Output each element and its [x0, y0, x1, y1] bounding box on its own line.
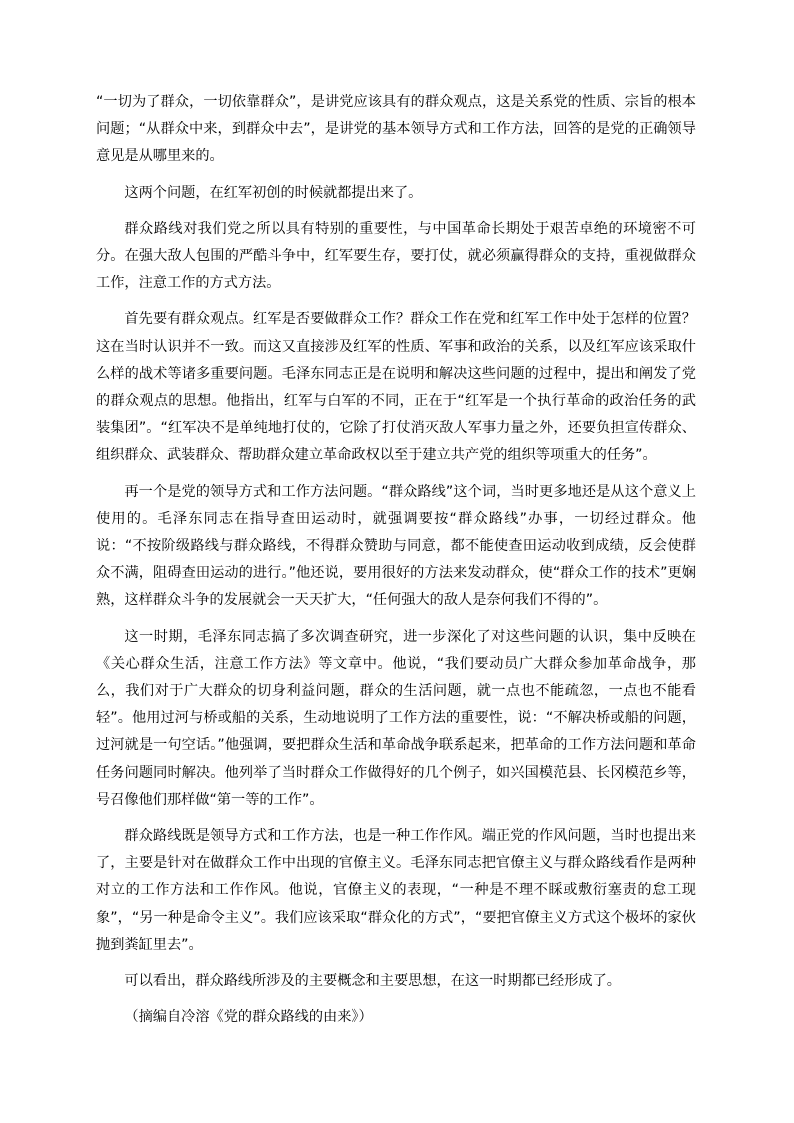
paragraph-3: 群众路线对我们党之所以具有特别的重要性，与中国革命长期处于艰苦卓绝的环境密不可分。在强大敌人包围的严酷斗争中，红军要生存，要打仗，就必须赢得群众的支持，重视做群众工作，注意工作的方式方法。 [96, 220, 696, 292]
paragraph-8: 可以看出，群众路线所涉及的主要概念和主要思想，在这一时期都已经形成了。 [124, 973, 621, 990]
article-body [96, 89, 696, 1041]
paragraph-7: 群众路线既是领导方式和工作方法，也是一种工作作风。端正党的作风问题，当时也提出来了，主要是针对在做群众工作中出现的官僚主义。毛泽东同志把官僚主义与群众路线看作是两种对立的工作方法和工作作风。他说，官僚主义的表现，“一种是不理不睬或敷衍塞责的怠工现象”，“另一种是命令主义”。我们应该采取“群众化的方式”，“要把官僚主义方式这个极坏的家伙抛到粪缸里去”。 [96, 828, 696, 953]
paragraph-1: “一切为了群众，一切依靠群众”，是讲党应该具有的群众观点，这是关系党的性质、宗旨的根本问题；“从群众中来，到群众中去”，是讲党的基本领导方式和工作方法，回答的是党的正确领导意见是从哪里来的。 [96, 94, 696, 165]
paragraph-4: 首先要有群众观点。红军是否要做群众工作？群众工作在党和红军工作中处于怎样的位置？这在当时认识并不一致。而这又直接涉及红军的性质、军事和政治的关系，以及红军应该采取什么样的战术等诸多重要问题。毛泽东同志正是在说明和解决这些问题的过程中，提出和阐发了党的群众观点的思想。他指出，红军与白军的不同，正在于“红军是一个执行革命的政治任务的武装集团”。“红军决不是单纯地打仗的，它除了打仗消灭敌人军事力量之外，还要负担宣传群众、组织群众、武装群众、帮助群众建立革命政权以至于建立共产党的组织等项重大的任务”。 [96, 311, 696, 464]
paragraph-6: 这一时期，毛泽东同志搞了多次调查研究，进一步深化了对这些问题的认识，集中反映在《关心群众生活，注意工作方法》等文章中。他说，“我们要动员广大群众参加革命战争，那么，我们对于广大群众的切身利益问题，群众的生活问题，就一点也不能疏忽，一点也不能看轻”。他用过河与桥或船的关系，生动地说明了工作方法的重要性，说：“不解决桥或船的问题，过河就是一句空话。”他强调，要把群众生活和革命战争联系起来，把革命的工作方法问题和革命任务问题同时解决。他列举了当时群众工作做得好的几个例子，如兴国模范县、长冈模范乡等，号召像他们那样做“第一等的工作”。 [96, 628, 696, 808]
paragraph-2: 这两个问题，在红军初创的时候就都提出来了。 [124, 184, 423, 201]
source-citation: （摘编自冷溶《党的群众路线的由来》） [124, 1009, 373, 1026]
paragraph-5: 再一个是党的领导方式和工作方法问题。“群众路线”这个词，当时更多地还是从这个意义上使用的。毛泽东同志在指导查田运动时，就强调要按“群众路线”办事，一切经过群众。他说：“不按阶级路线与群众路线，不得群众赞助与同意，都不能使查田运动收到成绩，反会使群众不满，阻碍查田运动的进行。”他还说，要用很好的方法来发动群众，使“群众工作的技术”更娴熟，这样群众斗争的发展就会一天天扩大，“任何强大的敌人是奈何我们不得的”。 [96, 483, 696, 609]
